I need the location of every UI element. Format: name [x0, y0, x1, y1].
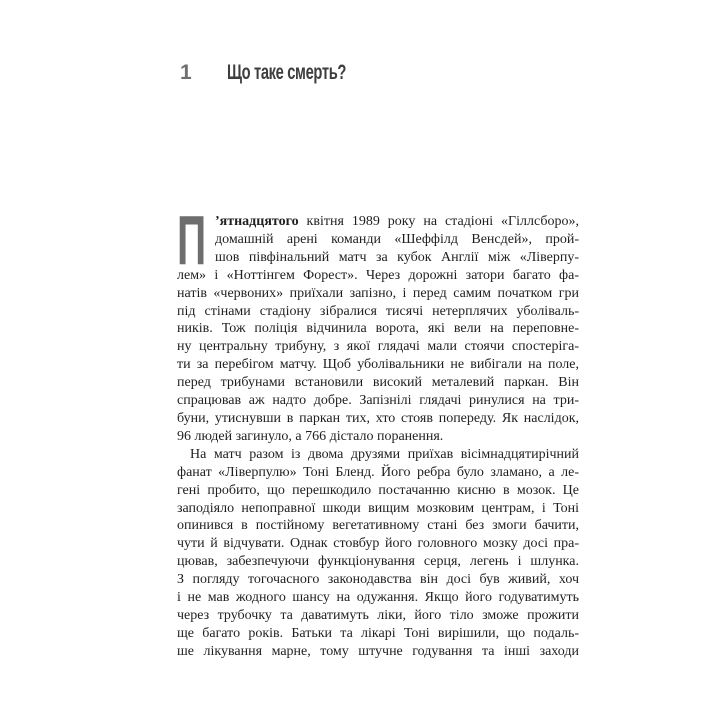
text-line: З погляду тогочасного законодавства він досі був живий, хоч [177, 572, 579, 588]
text-line: ще багато років. Батьки та лікарі Тоні вирішили, що подаль- [177, 625, 579, 641]
text-line: буни, утиснувши в паркан тих, хто стояв попереду. Як наслідок, [177, 410, 579, 426]
lead-word-bold: ʼятнадцятого [215, 214, 299, 229]
text-line: перед трибунами встановили високий металевий паркан. Він [177, 375, 579, 391]
paragraph-2 [177, 446, 579, 661]
drop-cap-letter: П [177, 201, 207, 279]
text-line: натів «червоних» приїхали запізно, і перед самим початком гри [177, 285, 579, 301]
text-line: шов півфінальний матч за кубок Англії між «Ліверпу- [215, 249, 579, 265]
text-line: через трубочку та даватимуть ліки, його тіло зможе прожити [177, 607, 579, 623]
body-text [177, 201, 579, 661]
text-line: опинився в постійному вегетативному стані без змоги бачити, [177, 518, 579, 534]
text-line: ти за перебігом матчу. Щоб уболівальники не вибігали на поле, [177, 357, 579, 373]
text-line: ше лікування марне, тому штучне годування та інші заходи [177, 643, 579, 659]
text-line: цював, забезпечуючи функціонування серця, легень і шлунка. [177, 554, 579, 570]
chapter-number: 1 [180, 61, 192, 84]
text-line: 96 людей загинуло, а 766 дістало поранення. [177, 428, 444, 444]
text-line: фанат «Ліверпулю» Тоні Бленд. Його ребра було зламано, а ле- [177, 464, 579, 480]
text-line: під стінами стадіону зібралися тисячі нетерплячих уболіваль- [177, 303, 579, 319]
text-line: ників. Тож поліція відчинила ворота, які вели на переповне- [177, 321, 579, 337]
text-line: заподіяло непоправної шкоди вищим мозковим центрам, і Тоні [177, 500, 579, 516]
text-line: гені пробито, що перешкодило постачанню кисню в мозок. Це [177, 482, 579, 498]
text-line: На матч разом із двома друзями приїхав вісімнадцятирічний [190, 446, 579, 462]
paragraph-1 [177, 201, 579, 446]
text-line [215, 213, 579, 231]
text-line: чути й відчувати. Однак стовбур його головного мозку досі пра- [177, 536, 579, 552]
text-line: і не мав жодного шансу на одужання. Якщо його годуватимуть [177, 590, 579, 606]
text-line: спрацював аж надто добре. Запізнілі глядачі ринулися на три- [177, 393, 579, 409]
text-line: ну центральну трибуну, з якої глядачі мали стоячи спостеріга- [177, 339, 579, 355]
text-line-rest: квітня 1989 року на стадіоні «Гіллсборо», [298, 214, 579, 229]
chapter-title: Що таке смерть? [227, 61, 347, 84]
text-line: лем» і «Ноттінгем Форест». Через дорожні затори багато фа- [177, 267, 579, 283]
text-line: домашній арені команди «Шеффілд Венсдей», прой- [215, 231, 579, 247]
drop-cap [177, 201, 207, 279]
